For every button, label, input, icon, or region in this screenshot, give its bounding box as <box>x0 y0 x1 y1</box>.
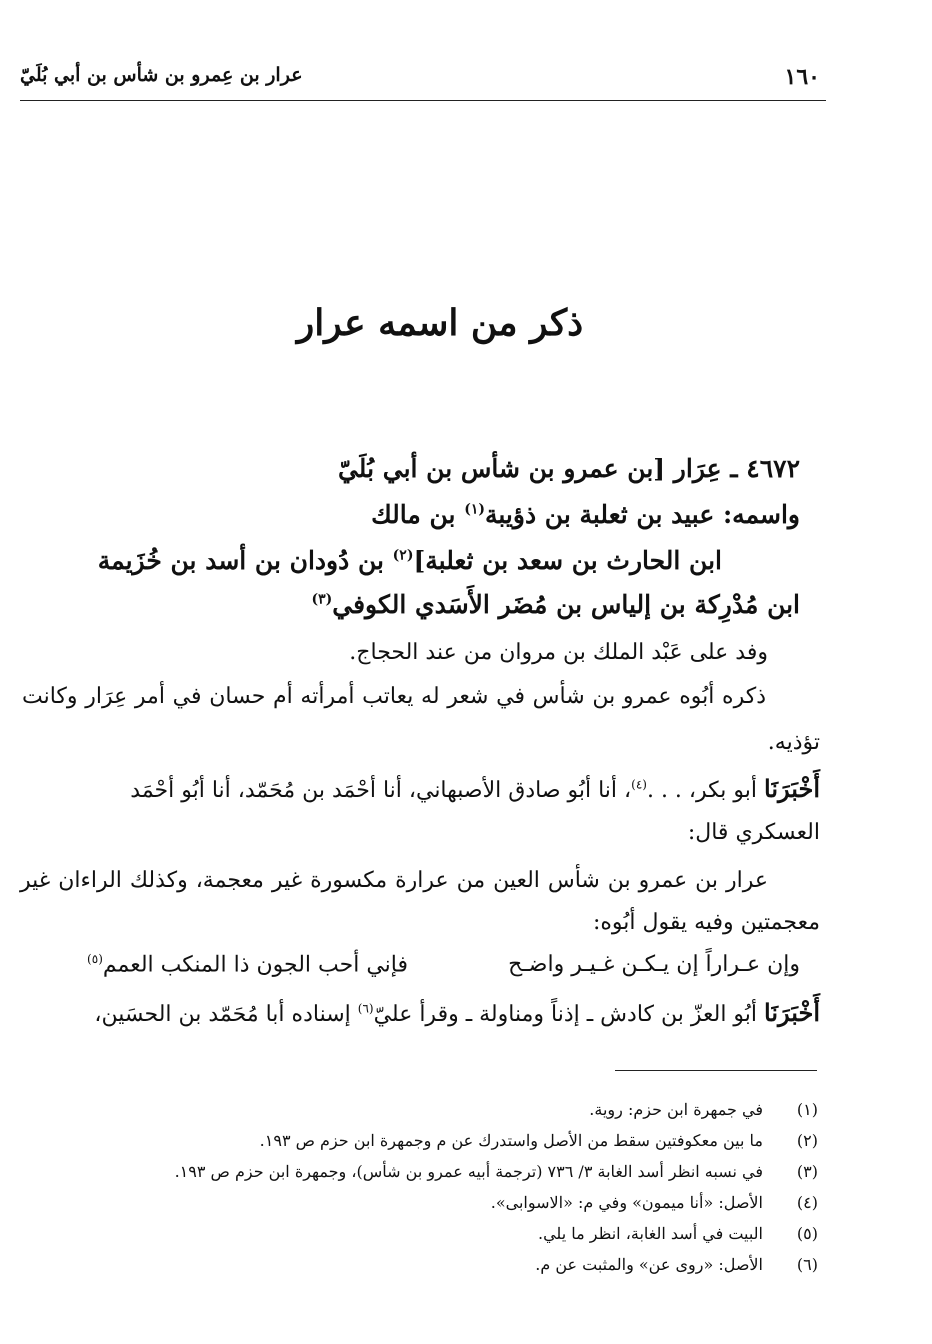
verse-first-hemistich: وإن عـراراً إن يـكـن غـيـر واضـح <box>508 952 800 977</box>
verse-text: فإني أحب الجون ذا المنكب العمم <box>102 952 408 978</box>
footnote-text: الأصل: «روى عن» والمثبت عن م. <box>535 1255 763 1274</box>
isnad-text: ، أنا أبُو صادق الأصبهاني، أنا أحْمَد بن مُحَمّد، أنا أبُو أحْمَد <box>130 778 632 803</box>
footnote-ref: (٦) <box>357 1001 374 1016</box>
isnad-line-2: العسكري قال: <box>687 820 820 845</box>
footnote-text: البيت في أسد الغابة، انظر ما يلي. <box>537 1224 763 1243</box>
running-title: عرار بن عِمرو بن شأس بن أبي بُلَيّ <box>20 64 303 86</box>
entry-heading-text: ابن مُدْرِكة بن إلياس بن مُضَر الأَسَدي الكوفي <box>332 590 800 619</box>
footnote-5 <box>150 1224 818 1250</box>
footnote-text: في جمهرة ابن حزم: روية. <box>589 1100 763 1119</box>
footnote-1 <box>150 1100 818 1126</box>
footnote-text: الأصل: «أنا ميمون» وفي م: «الاسوابى». <box>490 1193 763 1212</box>
section-title: ذكر من اسمه عرار <box>296 302 584 344</box>
footnote-ref: (٤) <box>631 777 647 792</box>
entry-heading-line-2 <box>40 500 800 529</box>
footnote-number: (١) <box>796 1100 818 1119</box>
footnote-3 <box>150 1162 818 1188</box>
paragraph-mention-line-2: تؤذيه. <box>767 730 820 755</box>
footnote-number: (٥) <box>796 1224 818 1243</box>
verse-second-hemistich <box>87 952 408 977</box>
akhbarana-label: أَخْبَرَنَا <box>764 998 820 1027</box>
footnote-text: في نسبه انظر أسد الغابة ٣/ ٧٣٦ (ترجمة أبيه عمرو بن شأس)، وجمهرة ابن حزم ص ١٩٣. <box>174 1162 763 1181</box>
paragraph-explanation-line-2: معجمتين وفيه يقول أبُوه: <box>592 910 820 935</box>
footnote-number: (٦) <box>796 1255 818 1274</box>
footnote-text: ما بين معكوفتين سقط من الأصل واستدرك عن م وجمهرة ابن حزم ص ١٩٣. <box>259 1131 763 1150</box>
footnote-ref: (١) <box>464 501 485 518</box>
page-number: ١٦٠ <box>784 64 820 90</box>
entry-heading-line-3 <box>40 546 722 575</box>
paragraph-explanation-line-1: عرار بن عمرو بن شأس العين من عرارة مكسورة غير معجمة، وكذلك الراءان غير <box>20 868 768 893</box>
isnad-text: أبُو العزّ بن كادش ـ إذناً ومناولة ـ وقرأ عليّ <box>373 1002 765 1027</box>
footnote-2 <box>150 1131 818 1157</box>
header-rule <box>20 100 826 101</box>
entry-heading-text: بن مالك <box>371 500 465 529</box>
poem-verse <box>60 952 800 992</box>
footnote-number: (٤) <box>796 1193 818 1212</box>
entry-heading-line-4 <box>40 590 800 619</box>
footnote-number: (٣) <box>796 1162 818 1181</box>
footnote-ref: (٥) <box>87 952 103 966</box>
footnote-4 <box>150 1193 818 1219</box>
entry-heading-line-1 <box>40 454 800 483</box>
entry-heading-text: بن دُودان بن أسد بن خُزَيمة <box>97 546 393 575</box>
entry-heading-text: ٤٦٧٢ ـ عِرَار [بن عمرو بن شأس بن أبي بُلَيّ <box>337 454 800 483</box>
footnote-rule <box>615 1070 817 1071</box>
footnote-ref: (٢) <box>392 547 414 564</box>
isnad-line-3 <box>20 998 820 1027</box>
footnote-number: (٢) <box>796 1131 818 1150</box>
entry-heading-text: واسمه: عبيد بن ثعلبة بن ذؤيبة <box>484 500 800 529</box>
akhbarana-label: أَخْبَرَنَا <box>764 774 820 803</box>
footnote-6 <box>150 1255 818 1281</box>
isnad-text: إسناده أبا مُحَمّد بن الحسَين، <box>94 1002 358 1027</box>
paragraph-mention-line-1: ذكره أبُوه عمرو بن شأس في شعر له يعاتب أمرأته أم حسان في أمر عِرَار وكانت <box>22 684 766 709</box>
isnad-line-1 <box>20 774 820 803</box>
entry-heading-text: ابن الحارث بن سعد بن ثعلبة] <box>413 546 722 575</box>
isnad-text: أبو بكر، . . . <box>646 778 765 803</box>
footnote-ref: (٣) <box>311 591 333 608</box>
paragraph-visit: وفد على عَبْد الملك بن مروان من عند الحجاج. <box>349 640 768 665</box>
